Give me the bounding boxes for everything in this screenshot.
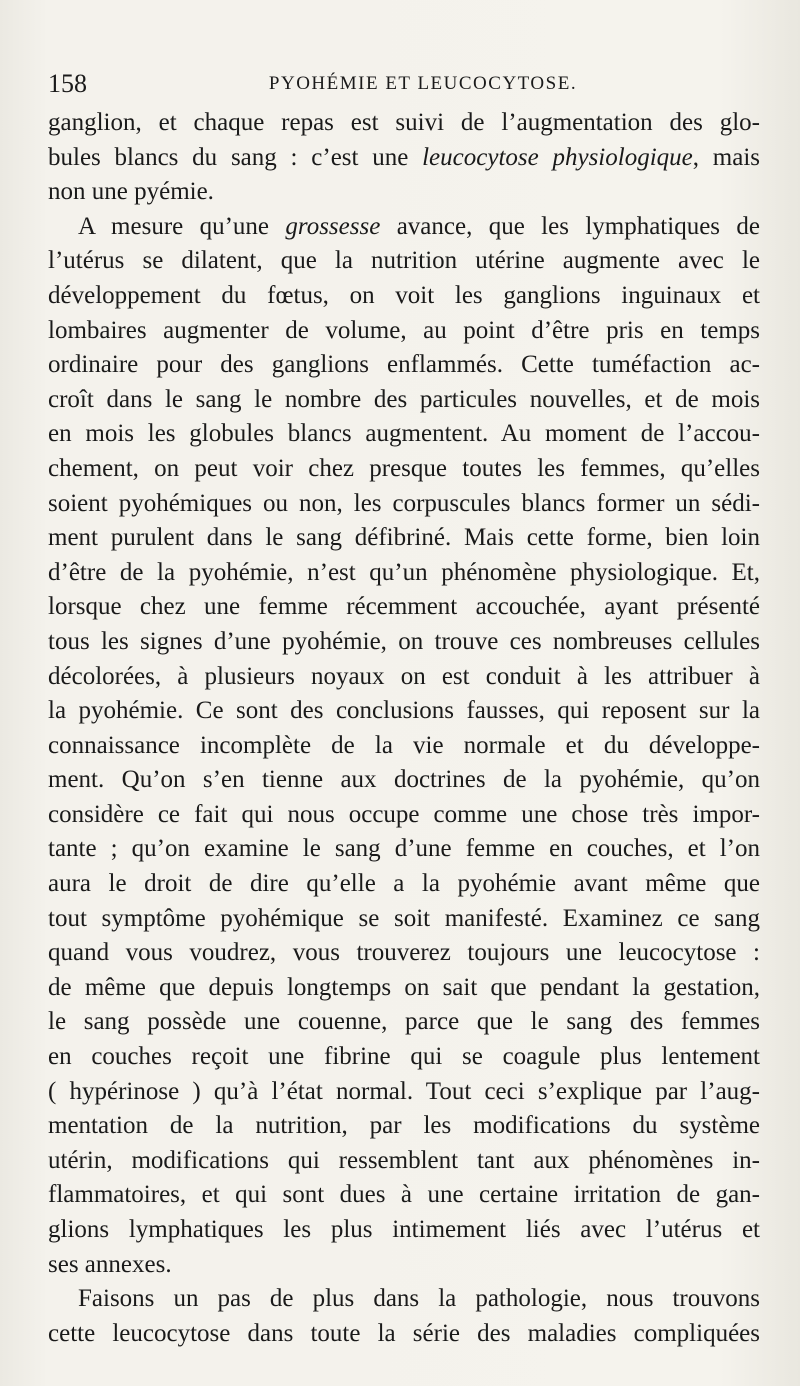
text-line: [48, 244, 760, 279]
text-line: [48, 521, 760, 556]
text-segment: , mais: [692, 143, 760, 171]
text-segment: glions lymphatiques les plus intimement liés avec l’utérus et: [48, 1216, 760, 1243]
text-line: [48, 175, 760, 210]
text-segment: soient pyohémiques ou non, les corpuscules blancs former un sédi-: [48, 489, 760, 517]
text-line: [48, 694, 760, 729]
text-line: [48, 141, 760, 176]
text-segment: en couches reçoit une fibrine qui se coagule plus lentement: [48, 1043, 760, 1071]
text-line: [48, 660, 760, 695]
body-text: [48, 106, 760, 1351]
text-segment: croît dans le sang le nombre des particules nouvelles, et de mois: [48, 385, 760, 413]
text-line: [48, 971, 760, 1006]
text-line: [48, 625, 760, 660]
italic-text: leucocytose physiologique: [422, 143, 693, 171]
text-segment: considère ce fait qui nous occupe comme une chose très impor-: [48, 800, 760, 828]
text-line: [48, 487, 760, 522]
text-line: [48, 798, 760, 833]
text-segment: chement, on peut voir chez presque toutes les femmes, qu’elles: [48, 454, 760, 482]
text-line: [48, 729, 760, 764]
text-segment: ganglion, et chaque repas est suivi de l’augmentation des glo-: [48, 109, 760, 136]
text-line: [48, 936, 760, 971]
text-segment: de même que depuis longtemps on sait que pendant la gestation,: [48, 973, 760, 1001]
text-segment: Faisons un pas de plus dans la pathologie, nous trouvons: [78, 1285, 760, 1313]
text-line: [48, 1075, 760, 1110]
text-line: [48, 867, 760, 902]
text-line: [48, 314, 760, 349]
text-line: [48, 417, 760, 452]
text-segment: tout symptôme pyohémique se soit manifesté. Examinez ce sang: [48, 904, 760, 932]
text-line: [48, 1317, 760, 1352]
text-segment: ment. Qu’on s’en tienne aux doctrines de la pyohémie, qu’on: [48, 766, 760, 794]
text-segment: quand vous voudrez, vous trouverez toujours une leucocytose :: [48, 939, 760, 967]
text-segment: connaissance incomplète de la vie normale et du développe-: [48, 731, 760, 759]
text-line: [48, 763, 760, 798]
page-header: [48, 64, 758, 104]
text-line: [48, 383, 760, 418]
text-line: [48, 1213, 760, 1248]
text-segment: ment purulent dans le sang défibriné. Mais cette forme, bien loin: [48, 524, 760, 552]
text-line: [48, 1248, 760, 1283]
text-segment: flammatoires, et qui sont dues à une certaine irritation de gan-: [48, 1181, 760, 1209]
text-segment: tous les signes d’une pyohémie, on trouve ces nombreuses cellules: [48, 627, 760, 655]
text-segment: mentation de la nutrition, par les modifications du système: [48, 1112, 760, 1140]
text-segment: ( hypérinose ) qu’à l’état normal. Tout ceci s’explique par l’aug-: [48, 1077, 760, 1105]
text-line: [48, 832, 760, 867]
text-segment: non une pyémie.: [48, 178, 214, 206]
text-segment: tante ; qu’on examine le sang d’une femme en couches, et l’on: [48, 835, 760, 863]
text-segment: en mois les globules blancs augmentent. Au moment de l’accou-: [48, 420, 760, 448]
text-segment: d’être de la pyohémie, n’est qu’un phénomène physiologique. Et,: [48, 558, 760, 586]
text-line: [48, 106, 760, 141]
text-line: [48, 1005, 760, 1040]
text-line: [48, 348, 760, 383]
text-segment: A mesure qu’une: [78, 212, 286, 240]
text-segment: lorsque chez une femme récemment accouchée, ayant présenté: [48, 593, 760, 621]
text-line: [48, 1040, 760, 1075]
text-line: [48, 452, 760, 487]
text-line: [48, 556, 760, 591]
text-segment: la pyohémie. Ce sont des conclusions fausses, qui reposent sur la: [48, 697, 760, 725]
text-segment: utérin, modifications qui ressemblent tant aux phénomènes in-: [48, 1146, 760, 1174]
text-line: [48, 279, 760, 314]
text-segment: cette leucocytose dans toute la série des maladies compliquées: [48, 1319, 760, 1347]
text-line: [48, 210, 760, 245]
text-segment: lombaires augmenter de volume, au point d’être pris en temps: [48, 316, 760, 344]
text-line: [48, 1144, 760, 1179]
text-segment: avance, que les lymphatiques de: [380, 212, 760, 240]
text-segment: ses annexes.: [48, 1250, 172, 1278]
text-segment: développement du fœtus, on voit les ganglions inguinaux et: [48, 281, 760, 309]
text-segment: bules blancs du sang : c’est une: [48, 143, 423, 171]
page-number: 158: [48, 69, 87, 98]
italic-text: grossesse: [285, 212, 381, 240]
text-segment: le sang possède une couenne, parce que le sang des femmes: [48, 1008, 760, 1036]
text-line: [48, 1109, 760, 1144]
text-line: [48, 1282, 760, 1317]
text-segment: ordinaire pour des ganglions enflammés. Cette tuméfaction ac-: [48, 351, 760, 379]
text-line: [48, 590, 760, 625]
text-segment: l’utérus se dilatent, que la nutrition utérine augmente avec le: [48, 247, 760, 275]
text-line: [48, 1178, 760, 1213]
text-segment: aura le droit de dire qu’elle a la pyohémie avant même que: [48, 870, 760, 898]
text-line: [48, 902, 760, 937]
running-title: PYOHÉMIE ET LEUCOCYTOSE.: [268, 73, 578, 94]
text-segment: décolorées, à plusieurs noyaux on est conduit à les attribuer à: [48, 662, 760, 690]
